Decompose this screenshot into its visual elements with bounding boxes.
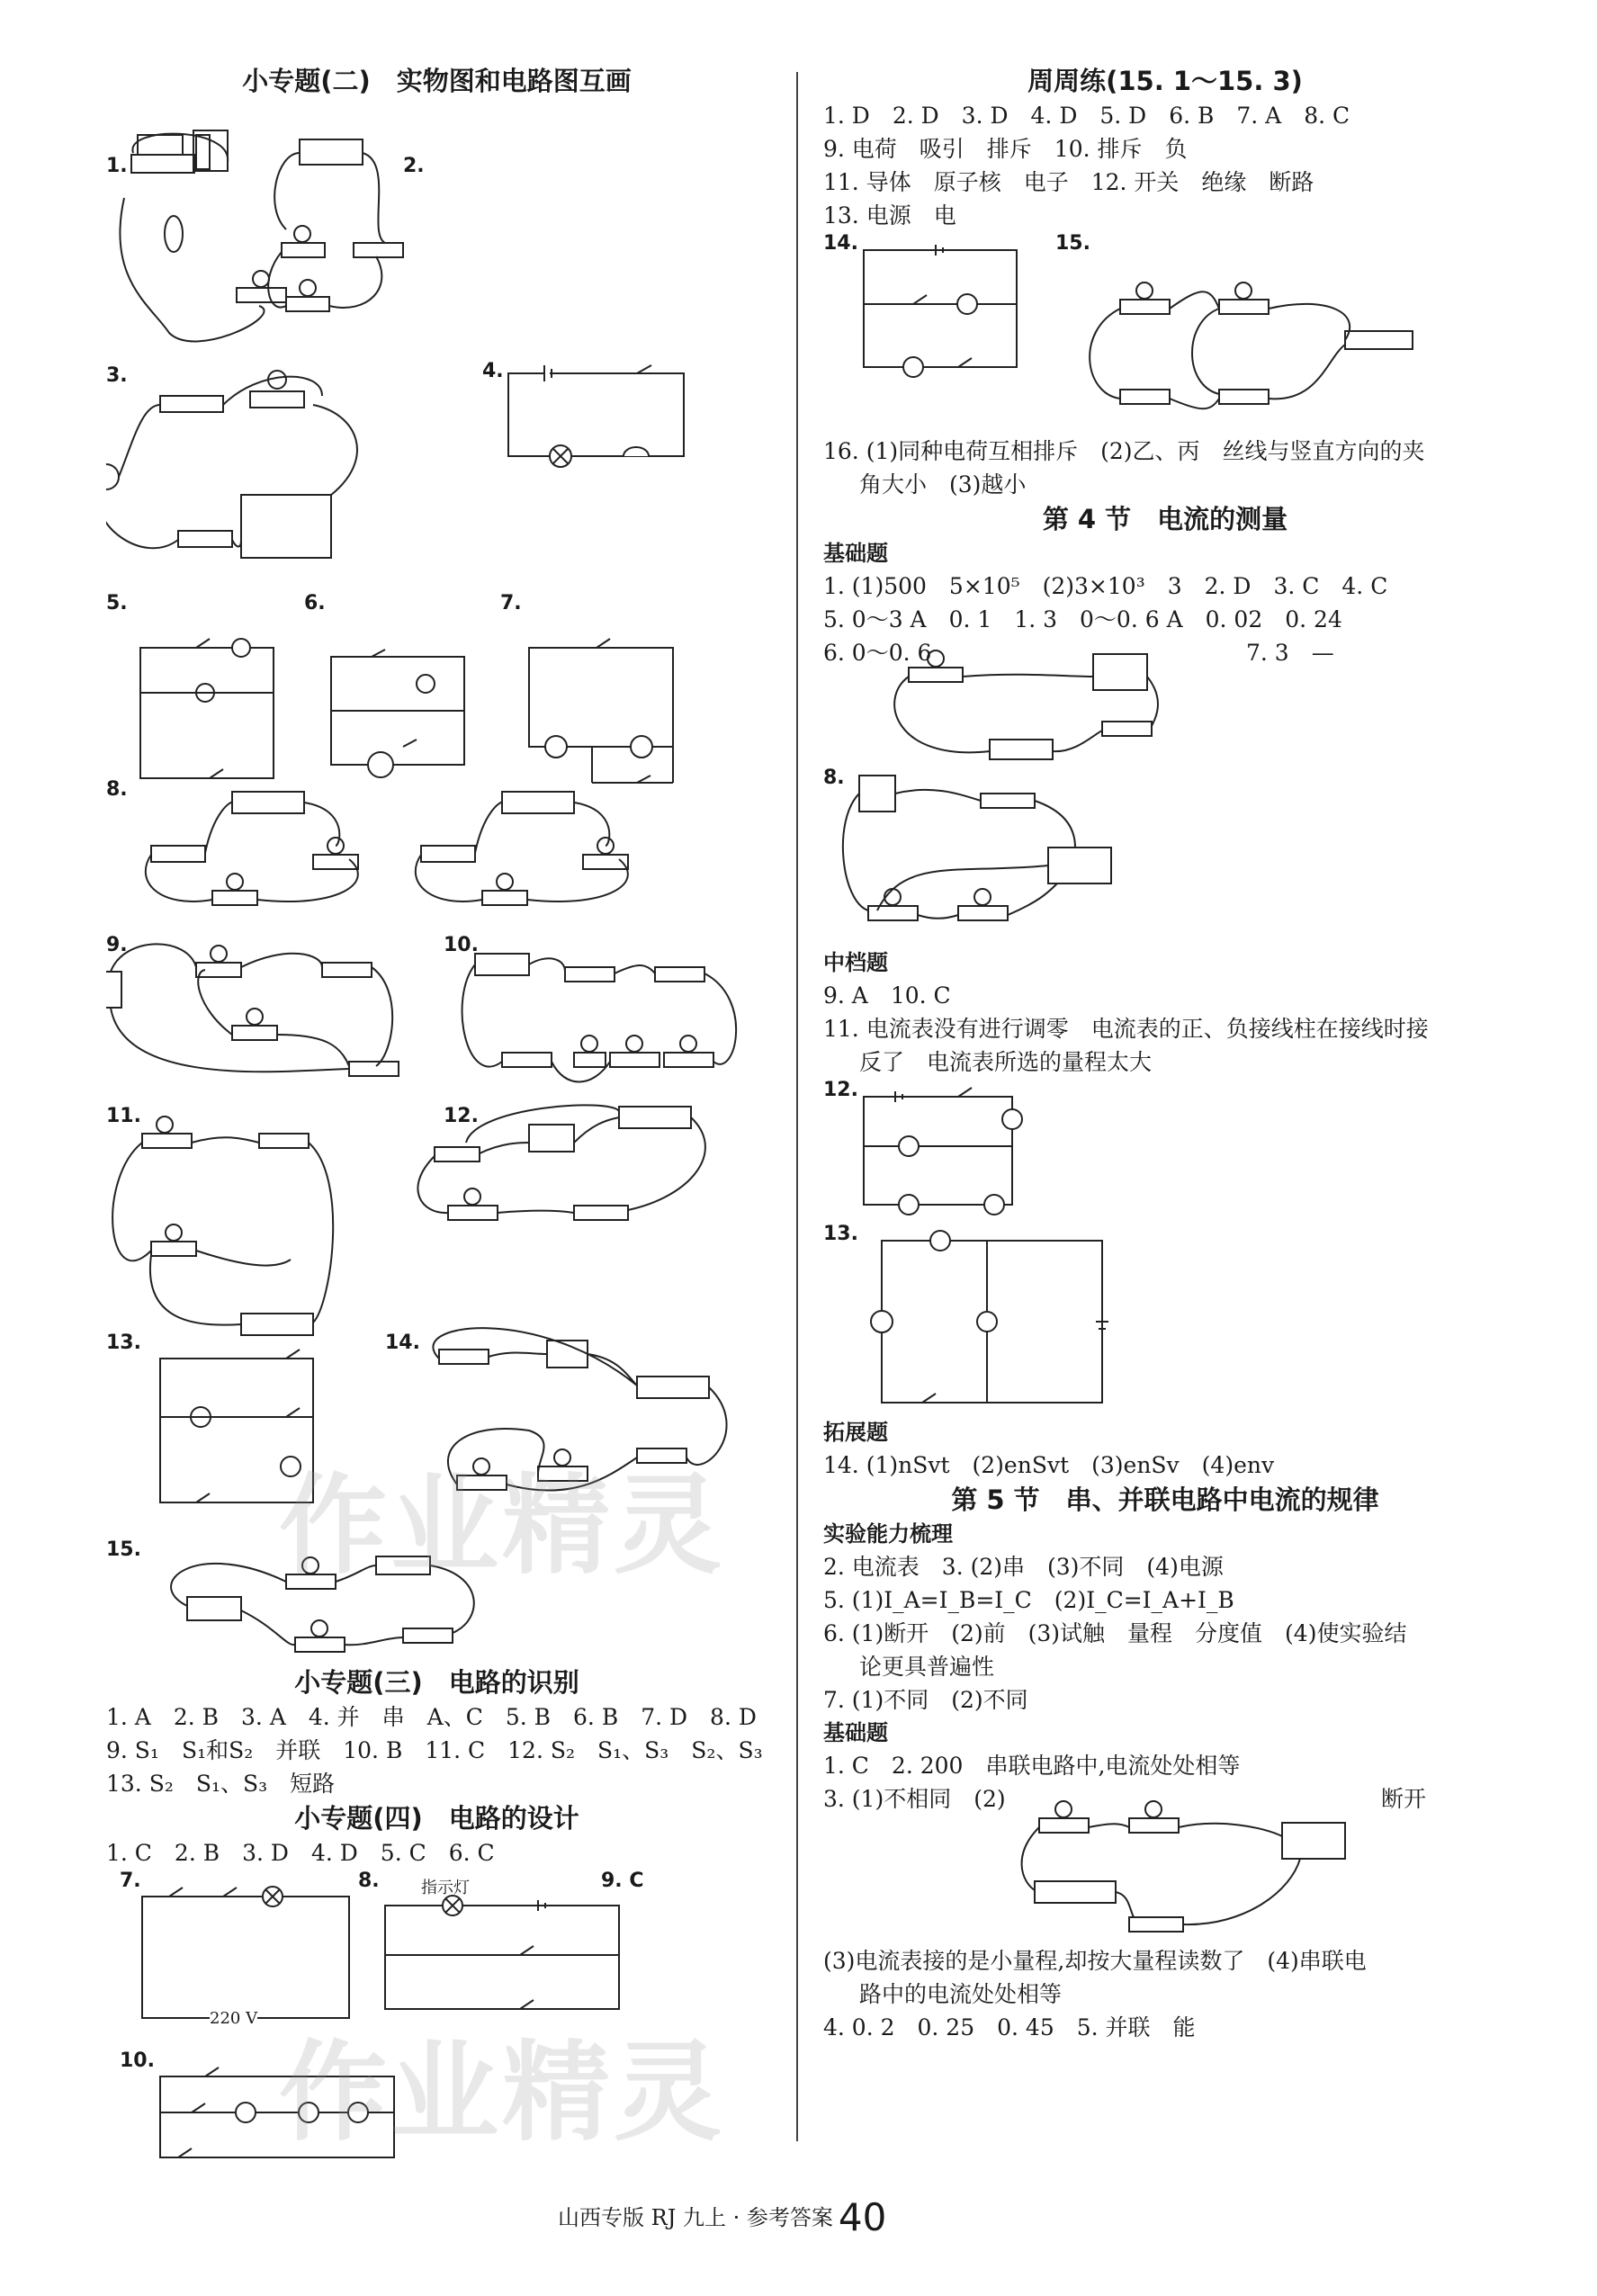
column-divider: [796, 72, 798, 2141]
q11-line-2: 反了 电流表所选的量程太大: [859, 1049, 1153, 1075]
q8-label: 8.: [823, 767, 845, 789]
watermark-1: 作业精灵: [279, 1464, 725, 1589]
weekly-line-1: 1. D 2. D 3. D 4. D 5. D 6. B 7. A 8. C: [823, 103, 1350, 129]
fig-label-12: 12.: [444, 1105, 479, 1127]
b2-line-4: 路中的电流处处相等: [859, 1981, 1063, 2007]
page-number: 40: [838, 2195, 887, 2239]
exp-line-5: 7. (1)不同 (2)不同: [823, 1687, 1028, 1713]
footer-text: 山西专版 RJ 九上 · 参考答案: [558, 2205, 833, 2230]
q8-figure: [823, 767, 1507, 946]
voltage-label: 220 V: [210, 2009, 258, 2028]
q13-label: 13.: [823, 1223, 858, 1245]
s3-line-2: 9. S₁ S₁和S₂ 并联 10. B 11. C 12. S₂ S₁、S₃ S₂、S₃: [106, 1737, 763, 1763]
fig-label-13: 13.: [106, 1332, 141, 1354]
section-title-special-3: 小专题(三) 电路的识别: [294, 1667, 579, 1698]
section-5-title: 第 5 节 串、并联电路中电流的规律: [951, 1484, 1379, 1515]
fig-label-14: 14.: [385, 1332, 420, 1354]
section-4-title: 第 4 节 电流的测量: [1042, 504, 1288, 534]
fig-label-7: 7.: [500, 592, 522, 614]
right-column: [823, 63, 1507, 2044]
weekly-line-2: 9. 电荷 吸引 排斥 10. 排斥 负: [823, 136, 1188, 162]
exp-line-3: 6. (1)断开 (2)前 (3)试触 量程 分度值 (4)使实验结: [823, 1620, 1407, 1646]
design-fig-label-9: 9. C: [601, 1870, 644, 1892]
weekly-fig-label-14: 14.: [823, 232, 858, 255]
exp-line-4: 论更具普遍性: [859, 1654, 995, 1680]
b2-line-2: 3. (1)不相同 (2): [823, 1786, 1006, 1812]
s4-basic-line-3: 6. 0～0. 6: [823, 640, 932, 666]
basic-heading-2: 基础题: [823, 1720, 888, 1745]
mid-line: 9. A 10. C: [823, 982, 951, 1009]
b2-line-1: 1. C 2. 200 串联电路中,电流处处相等: [823, 1753, 1241, 1779]
fig-label-11: 11.: [106, 1105, 141, 1127]
fig-label-4: 4.: [482, 360, 504, 382]
weekly-line-4: 13. 电源 电: [823, 202, 956, 229]
experiment-heading: 实验能力梳理: [823, 1521, 953, 1547]
weekly-circuits-svg: [823, 232, 1507, 435]
left-column: [106, 63, 767, 2166]
fig-label-10: 10.: [444, 934, 479, 956]
fig-label-9: 9.: [106, 934, 128, 956]
mid-heading: 中档题: [823, 950, 888, 975]
b2-q3-figure: [823, 1782, 1507, 1944]
q12-circuit-svg: [823, 1079, 1507, 1223]
indicator-light-label: 指示灯: [421, 1879, 470, 1897]
weekly-title: 周周练(15. 1～15. 3): [1027, 66, 1303, 96]
s3-line-1: 1. A 2. B 3. A 4. 并 串 A、C 5. B 6. B 7. D 8. D: [106, 1704, 757, 1730]
q16-line-1: 16. (1)同种电荷互相排斥 (2)乙、丙 丝线与竖直方向的夹: [823, 438, 1425, 464]
fig-label-15: 15.: [106, 1538, 141, 1561]
s3-line-3: 13. S₂ S₁、S₃ 短路: [106, 1771, 336, 1797]
s4-basic-line-2: 5. 0～3 A 0. 1 1. 3 0～0. 6 A 0. 02 0. 24: [823, 606, 1342, 632]
extension-line: 14. (1)nSvt (2)enSvt (3)enSv (4)env: [823, 1452, 1275, 1478]
figures-1-15: [106, 99, 767, 1664]
weekly-line-3: 11. 导体 原子核 电子 12. 开关 绝缘 断路: [823, 169, 1314, 195]
exp-line-2: 5. (1)I_A=I_B=I_C (2)I_C=I_A+I_B: [823, 1587, 1234, 1613]
q13-figure: [823, 1223, 1507, 1416]
s4-line: 1. C 2. B 3. D 4. D 5. C 6. C: [106, 1840, 495, 1866]
q16-line-2: 角大小 (3)越小: [859, 471, 1027, 498]
weekly-fig-label-15: 15.: [1055, 232, 1090, 255]
watermark-2: 作业精灵: [279, 2031, 725, 2156]
page-footer: [558, 2195, 886, 2239]
fig-label-5: 5.: [106, 592, 128, 614]
fig-label-8: 8.: [106, 778, 128, 801]
fig-label-2: 2.: [403, 155, 425, 177]
design-fig-label-10: 10.: [120, 2049, 155, 2072]
q6-figure: [823, 636, 1507, 767]
weekly-figures: [823, 232, 1507, 435]
fig-label-6: 6.: [304, 592, 326, 614]
section-title-special-2: 小专题(二) 实物图和电路图互画: [242, 66, 632, 96]
b2-open: 断开: [1381, 1786, 1427, 1812]
s4-basic-line-1: 1. (1)500 5×10⁵ (2)3×10³ 3 2. D 3. C 4. C: [823, 573, 1388, 599]
b2-line-5: 4. 0. 2 0. 25 0. 45 5. 并联 能: [823, 2014, 1196, 2040]
q7-answer: 7. 3 —: [1246, 640, 1334, 666]
q12-figure: [823, 1079, 1507, 1223]
circuit-figures-svg: [106, 99, 767, 1664]
q11-line-1: 11. 电流表没有进行调零 电流表的正、负接线柱在接线时接: [823, 1016, 1429, 1042]
design-fig-label-7: 7.: [120, 1870, 141, 1892]
q13-circuit-svg: [823, 1223, 1507, 1416]
q8-circuit-svg: [823, 767, 1507, 946]
design-fig-label-8: 8.: [358, 1870, 380, 1892]
basic-heading: 基础题: [823, 541, 888, 566]
section-title-special-4: 小专题(四) 电路的设计: [294, 1803, 579, 1834]
extension-heading: 拓展题: [823, 1420, 888, 1445]
q12-label: 12.: [823, 1079, 858, 1101]
b2-line-3: (3)电流表接的是小量程,却按大量程读数了 (4)串联电: [823, 1948, 1367, 1974]
fig-label-3: 3.: [106, 364, 128, 387]
fig-label-1: 1.: [106, 155, 128, 177]
exp-line-1: 2. 电流表 3. (2)串 (3)不同 (4)电源: [823, 1554, 1224, 1580]
